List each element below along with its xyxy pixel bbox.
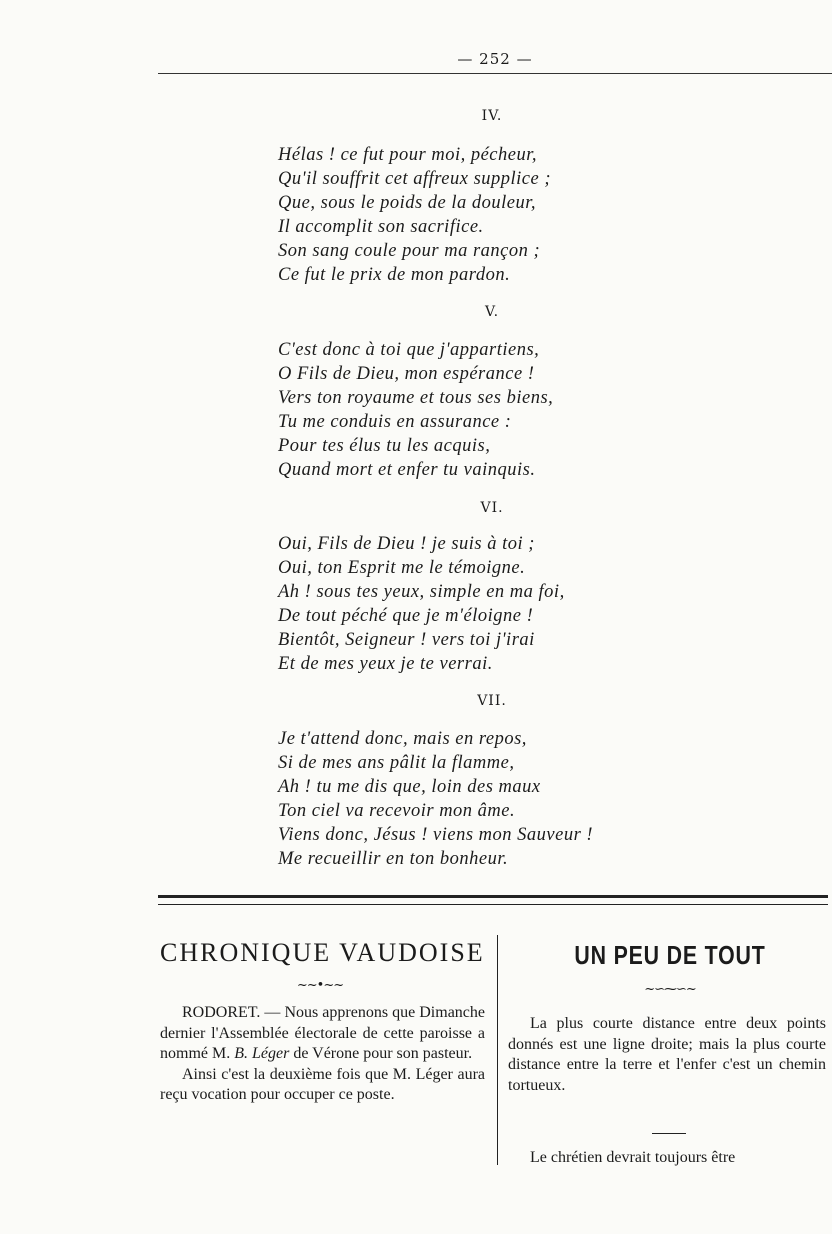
verse-line: Oui, ton Esprit me le témoigne. [278,558,526,578]
column-divider [497,935,498,1165]
short-rule [652,1133,686,1134]
stanza-vi [278,532,738,676]
chronique-paragraph-2: Ainsi c'est la deuxième fois que M. Léger aura reçu vocation pour occuper ce poste. [160,1065,485,1103]
chronique-lead: RODORET. — Nous apprenons que Dimanche dernier l'Assemblée électorale de cette paroisse a nommé M. [160,1004,485,1062]
verse-line: Bientôt, Seigneur ! vers toi j'irai [278,630,535,650]
verse-line: Son sang coule pour ma rançon ; [278,241,541,261]
stanza-iv [278,143,738,287]
pastor-name: B. Léger [234,1045,290,1062]
un-peu-de-tout-title: UN PEU DE TOUT [574,940,766,970]
verse-line: Et de mes yeux je te verrai. [278,654,493,674]
chronique-paragraph-1 [160,1003,485,1065]
verse-line: Tu me conduis en assurance : [278,412,512,432]
chronique-title: CHRONIQUE VAUDOISE [160,938,485,967]
verse-line: Quand mort et enfer tu vainquis. [278,460,536,480]
verse-line: C'est donc à toi que j'appartiens, [278,340,540,360]
stanza-number-vi: VI. [480,500,504,516]
stanza-v [278,338,738,482]
verse-line: O Fils de Dieu, mon espérance ! [278,364,535,384]
un-peu-de-tout-text-2 [508,1148,826,1169]
verse-line: Si de mes ans pâlit la flamme, [278,753,515,773]
verse-line: Ce fut le prix de mon pardon. [278,265,511,285]
verse-line: Ah ! tu me dis que, loin des maux [278,777,541,797]
stanza-vii [278,727,738,871]
verse-line: De tout péché que je m'éloigne ! [278,606,534,626]
verse-line: Viens donc, Jésus ! viens mon Sauveur ! [278,825,594,845]
verse-line: Hélas ! ce fut pour moi, pécheur, [278,145,538,165]
ornament-right: ~∽⁓∽~ [644,982,696,997]
page-number: — 252 — [457,50,533,68]
un-peu-paragraph-1: La plus courte distance entre deux points donnés est une ligne droite; mais la plus courte distance entre la terre et l'enfer c'est un chemin tortueux. [508,1015,826,1094]
stanza-number-vii: VII. [477,693,507,709]
un-peu-paragraph-2: Le chrétien devrait toujours être [530,1149,736,1166]
un-peu-de-tout-text [508,1014,826,1096]
chronique-tail: de Vérone pour son pasteur. [289,1045,473,1062]
header-rule [158,73,832,74]
verse-line: Il accomplit son sacrifice. [278,217,484,237]
verse-line: Je t'attend donc, mais en repos, [278,729,527,749]
stanza-number-iv: IV. [481,108,503,124]
verse-line: Oui, Fils de Dieu ! je suis à toi ; [278,534,535,554]
verse-line: Vers ton royaume et tous ses biens, [278,388,554,408]
verse-line: Ton ciel va recevoir mon âme. [278,801,516,821]
ornament-left: ~~•~~ [296,978,344,993]
verse-line: Que, sous le poids de la douleur, [278,193,537,213]
section-double-rule [158,895,828,905]
chronique-text [160,1003,485,1106]
verse-line: Qu'il souffrit cet affreux supplice ; [278,169,552,189]
verse-line: Me recueillir en ton bonheur. [278,849,509,869]
verse-line: Ah ! sous tes yeux, simple en ma foi, [278,582,565,602]
stanza-number-v: V. [484,304,500,320]
verse-line: Pour tes élus tu les acquis, [278,436,491,456]
